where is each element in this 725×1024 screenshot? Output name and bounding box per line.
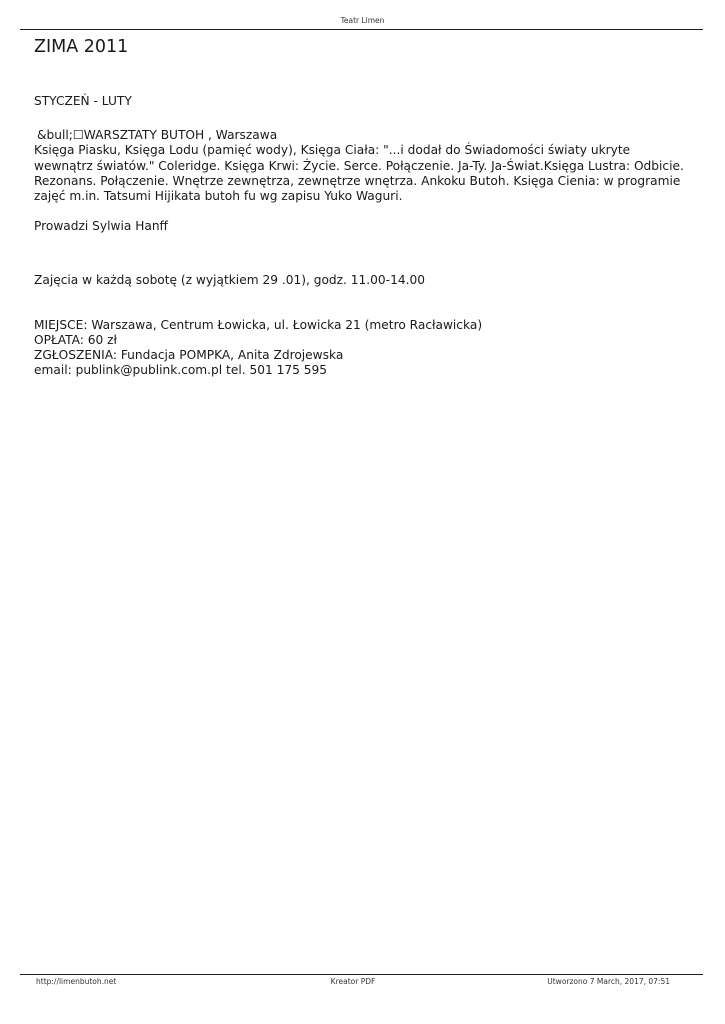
page-header-site-name: Teatr Limen: [340, 16, 385, 25]
footer-generator: Kreator PDF: [330, 977, 376, 986]
footer-created-date: Utworzono 7 March, 2017, 07:51: [547, 977, 670, 986]
footer-divider: [20, 974, 703, 975]
location-line: MIEJSCE: Warszawa, Centrum Łowicka, ul. Łowicka 21 (metro Racławicka): [34, 317, 483, 332]
fee-line: OPŁATA: 60 zł: [34, 332, 118, 347]
header-divider: [20, 29, 703, 30]
workshop-schedule: Zajęcia w każdą sobotę (z wyjątkiem 29 .01), godz. 11.00-14.00: [34, 273, 425, 288]
workshop-leader: Prowadzi Sylwia Hanff: [34, 219, 168, 234]
workshop-description: Księga Piasku, Księga Lodu (pamięć wody), Księga Ciała: "...i dodał do Świadomości światy ukryte wewnątrz światów." Coleridge. Księga Krwi: Życie. Serce. Połączenie. Ja-Ty. Ja-Świat.Księga Lustra: Odbicie. Rezonans. Połączenie. Wnętrze zewnętrza, zewnętrze wnętrza. Ankoku Butoh. Księga Cienia: w programie zajęć m.in. Tatsumi Hijikata butoh fu wg zapisu Yuko Waguri.: [34, 143, 684, 204]
workshop-details: [34, 318, 684, 379]
footer-url-link[interactable]: http://limenbutoh.net: [36, 977, 117, 986]
section-heading: STYCZEŃ - LUTY: [34, 94, 132, 108]
page-footer: [36, 977, 670, 987]
contact-line: email: publink@publink.com.pl tel. 501 175 595: [34, 363, 327, 378]
registration-line: ZGŁOSZENIA: Fundacja POMPKA, Anita Zdrojewska: [34, 348, 344, 363]
page-title: ZIMA 2011: [34, 37, 129, 57]
workshop-title: &bull;☐WARSZTATY BUTOH , Warszawa: [37, 128, 278, 143]
article-content: [34, 36, 684, 378]
